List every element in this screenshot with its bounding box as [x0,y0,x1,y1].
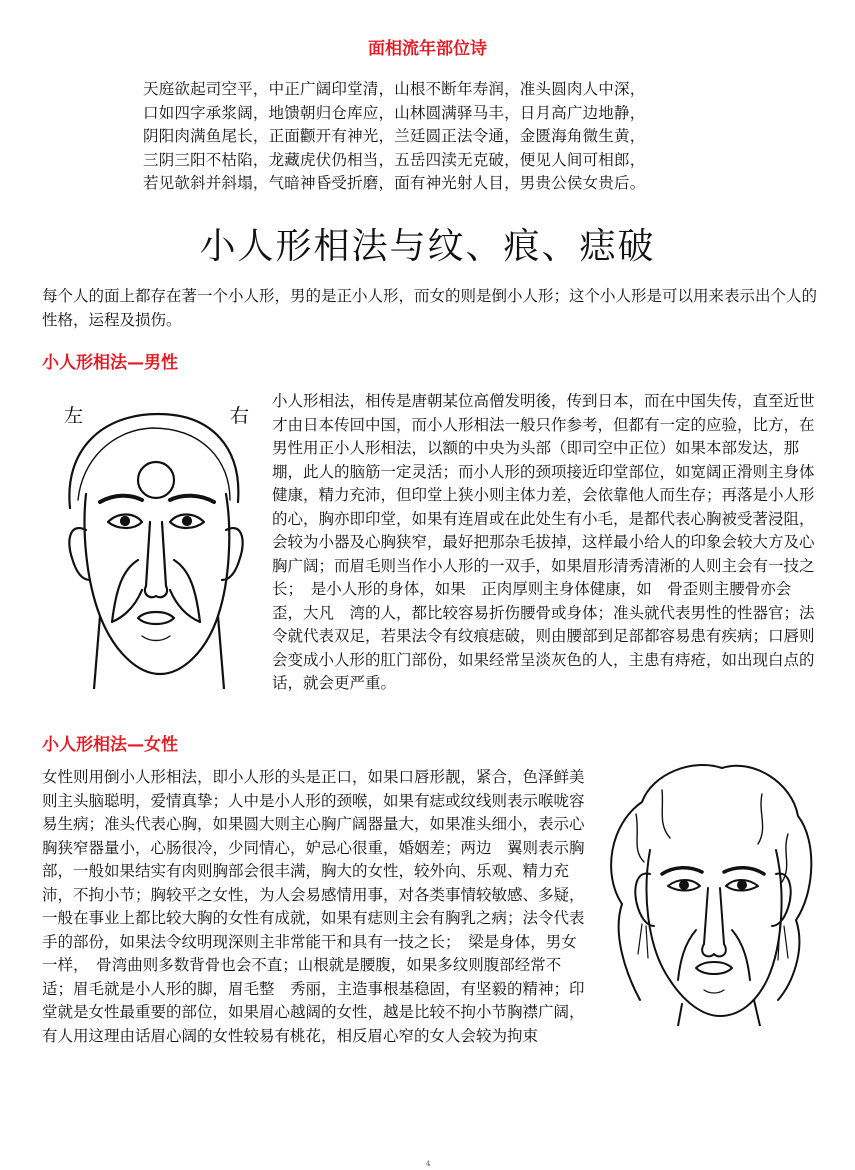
label-right: 右 [230,405,250,427]
label-left: 左 [64,405,84,427]
male-face-figure [42,390,268,689]
male-section [42,390,822,696]
female-paragraph: 女性则用倒小人形相法，即小人形的头是正口，如果口唇形靓，紧合，色泽鲜美则主头脑聪明，爱情真挚；人中是小人形的颈喉，如果有痣或纹线则表示喉咙容易生病；准头代表心胸，如果圆大则主心胸广阔器量大，如果准头细小，表示心胸狭窄器量小，心肠很冷，少同情心，妒忌心很重，婚姻差；两边 翼则表示胸部，一般如果结实有肉则胸部会很丰满，胸大的女性，较外向、乐观、精力充沛，不拘小节；胸较平之女性，为人会易感情用事，对各类事情较敏感、多疑，一般在事业上都比较大胸的女性有成就，如果有痣则主会有胸乳之病；法令代表手的部份，如果法令纹明现深则主非常能干和具有一技之长； 梁是身体，男女一样， 骨湾曲则多数背骨也会不直；山根就是腰腹，如果多纹则腹部经常不适；眉毛就是小人形的脚，眉毛整 秀丽，主造事根基稳固，有坚毅的精神；印堂就是女性最重要的部位，如果眉心越阔的女性，越是比较不拘小节胸襟广阔，有人用这理由话眉心阔的女性较易有桃花，相反眉心窄的女人会较为拘束 [42,768,585,1045]
male-face-illustration [42,390,268,689]
intro-paragraph: 每个人的面上都存在著一个小人形，男的是正小人形，而女的则是倒小人形；这个小人形是可以用来表示出个人的性格，运程及损伤。 [42,287,818,329]
main-title: 小人形相法与纹、痕、痣破 [199,226,656,267]
poem-block [143,78,783,196]
poem-line: 若见欹斜并斜塌，气暗神昏受折磨，面有神光射人目，男贵公侯女贵后。 [143,174,646,192]
poem-line: 天庭欲起司空平，中正广阔印堂清，山根不断年寿润，准头圆肉人中深， [143,80,646,98]
male-section-heading: 小人形相法—男性 [42,353,178,373]
female-section-heading: 小人形相法—女性 [42,735,178,755]
male-paragraph: 小人形相法，相传是唐朝某位高僧发明後，传到日本，而在中国失传，直至近世才由日本传回中国，而小人形相法一般只作参考，但都有一定的应验，比方，在男性用正小人形相法，以额的中央为头部（即司空中正位）如果本部发达，那堋，此人的脑筋一定灵活；而小人形的颈项接近印堂部位，如宽阔正滑则主身体健康，精力充沛，但印堂上狭小则主体力差，会依靠他人而生存；再落是小人形的心，胸亦即印堂，如果有连眉或在此处生有小毛，是都代表心胸被受著浸阻，会较为小器及心胸狭窄，最好把那杂毛拔掉，这样最小给人的印象会较大方及心胸广阔；而眉毛则当作小人形的一双手，如果眉形清秀清淅的人则主会有一技之长； 是小人形的身体，如果 正肉厚则主身体健康，如 骨歪则主腰骨亦会歪，大凡 湾的人，都比较容易折伤腰骨或身体；准头就代表男性的性器官；法令就代表双足，若果法令有纹痕痣破，则由腰部到足部都容易患有疾病；口唇则会变成小人形的肛门部份，如果经常呈淡灰色的人，主患有痔疮，如出现白点的话，就会更严重。 [272,392,815,692]
female-face-figure [592,754,822,1026]
poem-title: 面相流年部位诗 [368,39,487,59]
female-face-illustration [592,754,822,1026]
page-number: 4 [426,1160,431,1168]
poem-line: 三阴三阳不枯陷，龙藏虎伏仍相当，五岳四渎无克破，便见人间可相郎， [143,150,646,169]
poem-line: 阴阳肉满鱼尾长，正面颧开有神光，兰廷圆正法令通，金匮海角微生黄， [143,127,646,145]
female-section [42,766,822,1048]
poem-line: 口如四字承浆阔，地馈朝归仓库应，山林圆满驿马丰，日月高广边地静， [143,103,646,122]
